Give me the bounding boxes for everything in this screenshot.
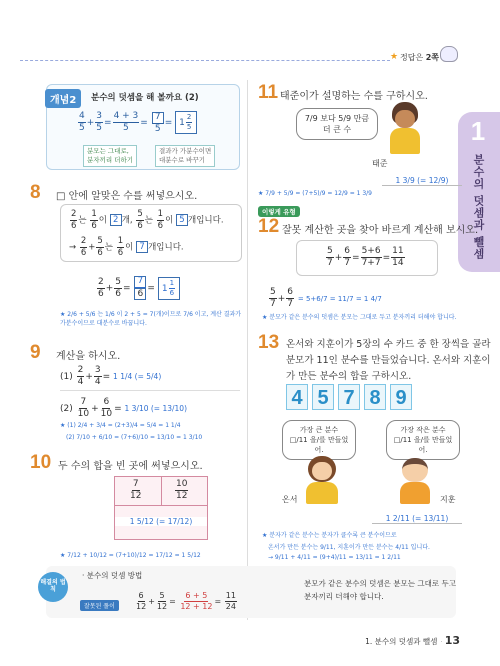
q8-result-num-box[interactable]: 7 [134, 276, 146, 288]
question-number: 8 [30, 182, 41, 203]
concept-badge: 개념2 [45, 89, 81, 108]
summary-box [40, 566, 456, 618]
q8-statement-box: $\frac{2}{6}$ 는 $\frac{1}{6}$ 이 2 개, $\frac{5}{6}$ 는 $\frac{1}{6}$ 이 5 개입니다. → $\frac{2}{6}$ + $\frac{5}{6}$ 는 $\frac{1}{6}$ 이 7 개입니다. [60, 204, 242, 262]
question-13: 13 온서와 지훈이가 5장의 수 카드 중 한 장씩을 골라 분모가 11인 분수를 만들었습니다. 온서와 지훈이 가 만든 분수의 합을 구하시오. [258, 332, 491, 383]
chapter-side-tab [458, 112, 500, 272]
q9-part-2: (2) $\frac{7}{10}$ + $\frac{6}{10}$ = 1 3/10 (= 13/10) [60, 397, 188, 419]
footer: 1. 분수의 덧셈과 뺄셈 · 13 [365, 634, 460, 647]
summary-equation: $\frac{6}{12}$ + $\frac{5}{12}$ = $\frac{6 + 5}{12 + 12}$ = $\frac{11}{24}$ [136, 591, 236, 611]
concept-title: 분수의 덧셈을 해 볼까요 (2) [91, 93, 199, 103]
q12-wrong-box: $\frac{5}{7}$ + $\frac{6}{7}$ = $\frac{5+6}{7+7}$ = $\frac{11}{14}$ [296, 240, 438, 276]
q8-hint: ★ 2/6 + 5/6 는 1/6 이 2 + 5 = 7(개)이므로 7/6 이고, 계산 결과가 가분수이므로 대분수로 바꿉니다. [60, 311, 242, 327]
q9-hint-2: (2) 7/10 + 6/10 = (7+6)/10 = 13/10 = 1 3/10 [66, 434, 203, 441]
number-card: 7 [338, 384, 360, 410]
question-10: 10 두 수의 합을 빈 곳에 써넣으시오. [30, 452, 203, 473]
q11-hint: ★ 7/9 + 5/9 = (7+5)/9 = 12/9 = 1 3/9 [258, 190, 373, 197]
q11-name: 태준 [372, 159, 388, 168]
question-11: 11 태준이가 설명하는 수를 구하시오. [258, 82, 428, 103]
concept-equation: $\frac{4}{5}$ + $\frac{3}{5}$ = $\frac{4 + 3}{5}$ = $\frac{7}{5}$ = 1 $\frac{2}{5}$ [77, 111, 197, 134]
q11-speech-bubble: 7/9 보다 5/9 만큼 더 큰 수 [296, 108, 378, 140]
q8-answer-box-1[interactable]: 2 [110, 214, 122, 226]
q11-answer[interactable]: 1 3/9 (= 12/9) [382, 176, 462, 186]
q9-answer-2[interactable]: 1 3/10 (= 13/10) [124, 404, 188, 413]
error-type-badge: 이렇게 유형 [258, 206, 300, 217]
q8-mixed-box[interactable]: 1 $\frac{1}{6}$ [158, 277, 180, 300]
q8-answer-box-3[interactable]: 7 [136, 241, 148, 253]
question-text: □ 안에 알맞은 수를 써넣으시오. [56, 191, 198, 202]
q9-hint-1: ★ (1) 2/4 + 3/4 = (2+3)/4 = 5/4 = 1 1/4 [60, 422, 181, 429]
q9-part-1: (1) $\frac{2}{4}$ + $\frac{3}{4}$ = 1 1/4 (= 5/4) [60, 365, 162, 387]
answer-label: 정답은 [400, 53, 424, 62]
q12-hint: ★ 분모가 같은 분수의 덧셈은 분모는 그대로 두고 분자끼리 더해야 합니다. [262, 314, 457, 321]
number-card: 9 [390, 384, 412, 410]
question-12: 12 잘못 계산한 곳을 찾아 바르게 계산해 보시오. [258, 216, 479, 237]
q10-hint: ★ 7/12 + 10/12 = (7+10)/12 = 17/12 = 1 5/12 [60, 552, 201, 559]
q12-correct-line: $\frac{5}{7}$ + $\frac{6}{7}$ = 5+6/7 = 11/7 = 1 4/7 [270, 287, 382, 309]
concept-note-left: 분모는 그대로, 분자끼리 더하기 [83, 145, 137, 167]
q10-grid: $\frac{7}{12}$ $\frac{10}{12}$ 1 5/12 (= 17/12) [114, 476, 208, 540]
q13-hint-3: → 9/11 + 4/11 = (9+4)/11 = 13/11 = 1 2/11 [268, 554, 401, 561]
cat-mascot-icon [440, 46, 458, 62]
question-8 [30, 182, 244, 204]
concept-box [46, 84, 240, 170]
q8-result-equation: $\frac{2}{6}$ + $\frac{5}{6}$ = $\frac{7}{6}$ = 1 $\frac{1}{6}$ [96, 276, 180, 300]
chapter-number: 1 [470, 116, 486, 146]
summary-note: 분모가 같은 분수의 덧셈은 분모는 그대로 두고 분자끼리 더해야 합니다. [304, 579, 456, 601]
boy2-character-icon [396, 458, 436, 504]
q12-answer[interactable]: = 5+6/7 = 11/7 = 1 4/7 [297, 295, 382, 303]
q8-answer-box-2[interactable]: 5 [176, 214, 188, 226]
q13-hint-2: 온서가 만든 분수는 9/11, 지훈이가 만든 분수는 4/11 입니다. [268, 544, 430, 551]
boy-character-icon [384, 102, 424, 154]
q9-answer-1[interactable]: 1 1/4 (= 5/4) [113, 372, 162, 381]
q10-answer-cell[interactable]: 1 5/12 (= 17/12) [115, 517, 207, 526]
concept-note-right: 결과가 가분수이면 대분수로 바꾸기 [155, 145, 215, 167]
page-header [0, 0, 500, 78]
number-card: 5 [312, 384, 334, 410]
chapter-title: 분수의 덧셈과 뺄셈 [472, 154, 485, 260]
question-9: 9 계산을 하시오. [30, 342, 121, 363]
number-cards [286, 384, 416, 410]
answer-page: 2쪽 [425, 53, 440, 62]
star-icon: ★ [390, 52, 399, 62]
q13-hint-1: ★ 분자가 같은 분수는 분자가 클수록 큰 분수이므로 [262, 532, 397, 539]
q13-bubble-right: 가장 작은 분수 □/11 을/를 만들었어. [386, 420, 460, 460]
summary-badge: 해결의 법칙 [38, 572, 68, 602]
summary-wrong-tag: 잘못된 풀이 [80, 600, 119, 611]
q13-name-left: 온서 [282, 495, 298, 504]
q13-answer[interactable]: 1 2/11 (= 13/11) [372, 514, 462, 524]
q13-name-right: 지훈 [440, 495, 456, 504]
girl-character-icon [300, 456, 344, 504]
number-card: 4 [286, 384, 308, 410]
q13-bubble-left: 가장 큰 분수 □/11 을/를 만들었어. [282, 420, 356, 460]
summary-bullet: · 분수의 덧셈 방법 [82, 571, 143, 580]
footer-chapter: 1. 분수의 덧셈과 뺄셈 [365, 637, 438, 646]
number-card: 8 [364, 384, 386, 410]
page-number: 13 [444, 634, 460, 647]
